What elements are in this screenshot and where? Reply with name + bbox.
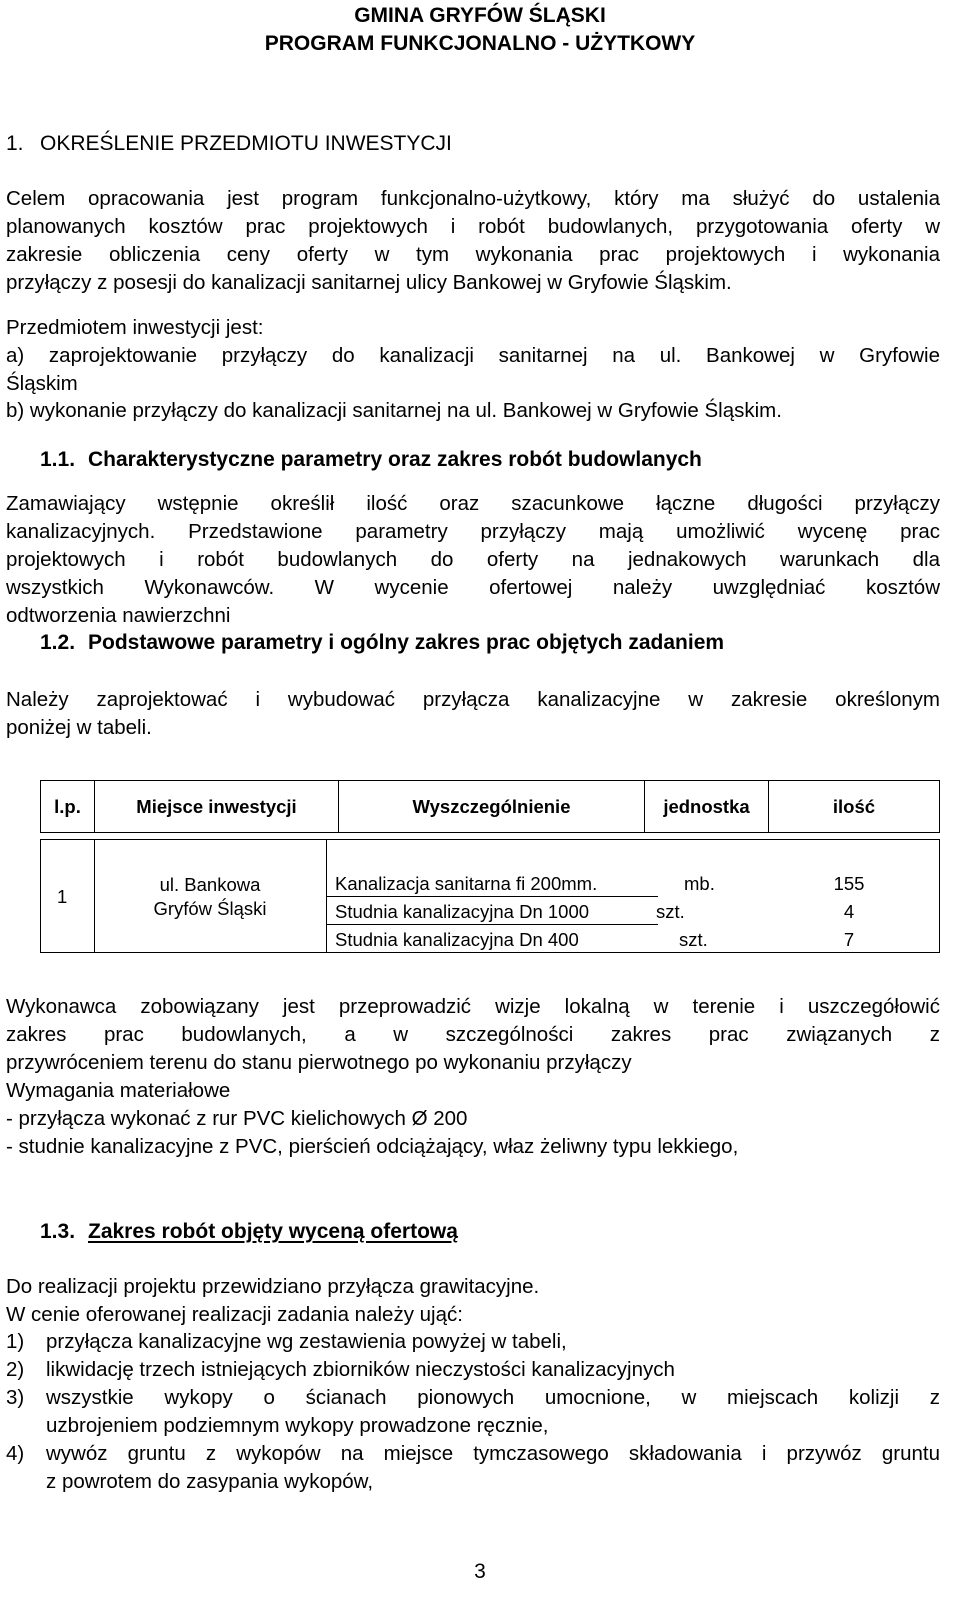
subject-item-a: a) zaprojektowanie przyłączy do kanalizacji sanitarnej na ul. Bankowej w Gryfowie — [6, 344, 940, 367]
list-item-number: 2) — [6, 1358, 25, 1381]
list-item — [6, 1328, 940, 1356]
list-item-text-cont: uzbrojeniem podziemnym wykopy prowadzone ręcznie, — [46, 1414, 549, 1437]
section-1-title — [6, 132, 452, 156]
document-header-line1: GMINA GRYFÓW ŚLĄSKI — [354, 4, 606, 27]
cell-place-line1: ul. Bankowa — [159, 874, 261, 895]
subject-item-a-cont: Śląskim — [6, 372, 78, 395]
cell-unit-2: szt. — [656, 901, 685, 922]
section-1-2-title: Podstawowe parametry i ogólny zakres prac objętych zadaniem — [88, 631, 725, 654]
after-table-line-1: Wykonawca zobowiązany jest przeprowadzić wizje lokalną w terenie i uszczegółowić — [6, 995, 940, 1018]
intro-line-1: Celem opracowania jest program funkcjonalno-użytkowy, który ma służyć do ustalenia — [6, 187, 940, 210]
after-table-line-3: przywróceniem terenu do stanu pierwotnego po wykonaniu przyłączy — [6, 1051, 632, 1074]
section-1-1-number: 1.1. — [40, 448, 76, 471]
subject-label: Przedmiotem inwestycji jest: — [6, 316, 264, 339]
intro-line-4: przyłączy z posesji do kanalizacji sanitarnej ulicy Bankowej w Gryfowie Śląskim. — [6, 271, 732, 294]
document-header-line2: PROGRAM FUNKCJONALNO - UŻYTKOWY — [264, 32, 696, 55]
materials-label: Wymagania materiałowe — [6, 1079, 231, 1102]
section-1-title-text: OKREŚLENIE PRZEDMIOTU INWESTYCJI — [40, 132, 452, 155]
list-item-text: wywóz gruntu z wykopów na miejsce tymczasowego składowania i przywóz gruntu — [46, 1442, 940, 1465]
section-1-2-number: 1.2. — [40, 631, 76, 654]
th-item: Wyszczególnienie — [339, 781, 645, 832]
s11-line-4: wszystkich Wykonawców. W wycenie ofertowej należy uwzględniać kosztów — [6, 576, 940, 599]
s12-line-1: Należy zaprojektować i wybudować przyłącza kanalizacyjne w zakresie określonym — [6, 688, 940, 711]
list-item-text: wszystkie wykopy o ścianach pionowych umocnione, w miejscach kolizji z — [46, 1386, 940, 1409]
cell-unit-1: mb. — [684, 873, 715, 894]
list-item — [6, 1356, 940, 1384]
section-1-1-heading — [40, 448, 702, 472]
section-1-3-number: 1.3. — [40, 1220, 76, 1243]
list-item-number: 3) — [6, 1386, 25, 1409]
th-qty: ilość — [832, 795, 876, 817]
list-item-number: 4) — [6, 1442, 25, 1465]
cell-item-3: Studnia kanalizacyjna Dn 400 — [335, 929, 579, 950]
list-item-text: przyłącza kanalizacyjne wg zestawienia powyżej w tabeli, — [46, 1330, 567, 1353]
section-1-3-title: Zakres robót objęty wyceną ofertową — [88, 1220, 458, 1243]
section-1-1-title: Charakterystyczne parametry oraz zakres robót budowlanych — [88, 448, 702, 471]
list-item — [6, 1384, 940, 1440]
subject-item-b: b) wykonanie przyłączy do kanalizacji sanitarnej na ul. Bankowej w Gryfowie Śląskim. — [6, 399, 782, 422]
cell-item-2: Studnia kanalizacyjna Dn 1000 — [335, 901, 590, 922]
page-number: 3 — [474, 1560, 486, 1583]
section-1-number: 1. — [6, 132, 24, 155]
s11-line-2: kanalizacyjnych. Przedstawione parametry przyłączy mają umożliwić wycenę prac — [6, 520, 940, 543]
th-lp: l.p. — [41, 781, 95, 832]
cell-unit-3: szt. — [679, 929, 708, 950]
s13-line-2: W cenie oferowanej realizacji zadania należy ująć: — [6, 1303, 463, 1326]
table-divider — [326, 896, 658, 897]
th-place: Miejsce inwestycji — [95, 781, 339, 832]
list-item-text-cont: z powrotem do zasypania wykopów, — [46, 1470, 374, 1493]
s11-line-1: Zamawiający wstępnie określił ilość oraz szacunkowe łączne długości przyłączy — [6, 492, 940, 515]
cell-place-line2: Gryfów Śląski — [153, 898, 267, 919]
list-item-number: 1) — [6, 1330, 25, 1353]
intro-line-3: zakresie obliczenia ceny oferty w tym wykonania prac projektowych i wykonania — [6, 243, 940, 266]
material-item-2: - studnie kanalizacyjne z PVC, pierścień odciążający, właz żeliwny typu lekkiego, — [6, 1135, 739, 1158]
section-1-3-heading — [40, 1220, 458, 1244]
table-header-row — [40, 780, 940, 833]
list-item — [6, 1440, 940, 1496]
section-1-2-heading — [40, 631, 724, 655]
intro-line-2: planowanych kosztów prac projektowych i robót budowlanych, przygotowania oferty w — [6, 215, 940, 238]
cell-qty-2: 4 — [843, 901, 855, 922]
table-divider — [326, 924, 658, 925]
s11-line-5: odtworzenia nawierzchni — [6, 604, 231, 627]
cell-item-1: Kanalizacja sanitarna fi 200mm. — [335, 873, 598, 894]
th-unit: jednostka — [645, 781, 769, 832]
table-body — [40, 839, 940, 953]
material-item-1: - przyłącza wykonać z rur PVC kielichowych Ø 200 — [6, 1107, 468, 1130]
s11-line-3: projektowych i robót budowlanych do oferty na jednakowych warunkach dla — [6, 548, 940, 571]
s12-line-2: poniżej w tabeli. — [6, 716, 152, 739]
list-item-text: likwidację trzech istniejących zbiorników nieczystości kanalizacyjnych — [46, 1358, 675, 1381]
cell-lp: 1 — [57, 886, 68, 907]
after-table-line-2: zakres prac budowlanych, a w szczególności zakres prac związanych z — [6, 1023, 940, 1046]
cell-qty-3: 7 — [843, 929, 855, 950]
cell-qty-1: 155 — [833, 873, 865, 894]
s13-line-1: Do realizacji projektu przewidziano przyłącza grawitacyjne. — [6, 1275, 540, 1298]
table-divider — [94, 840, 95, 952]
